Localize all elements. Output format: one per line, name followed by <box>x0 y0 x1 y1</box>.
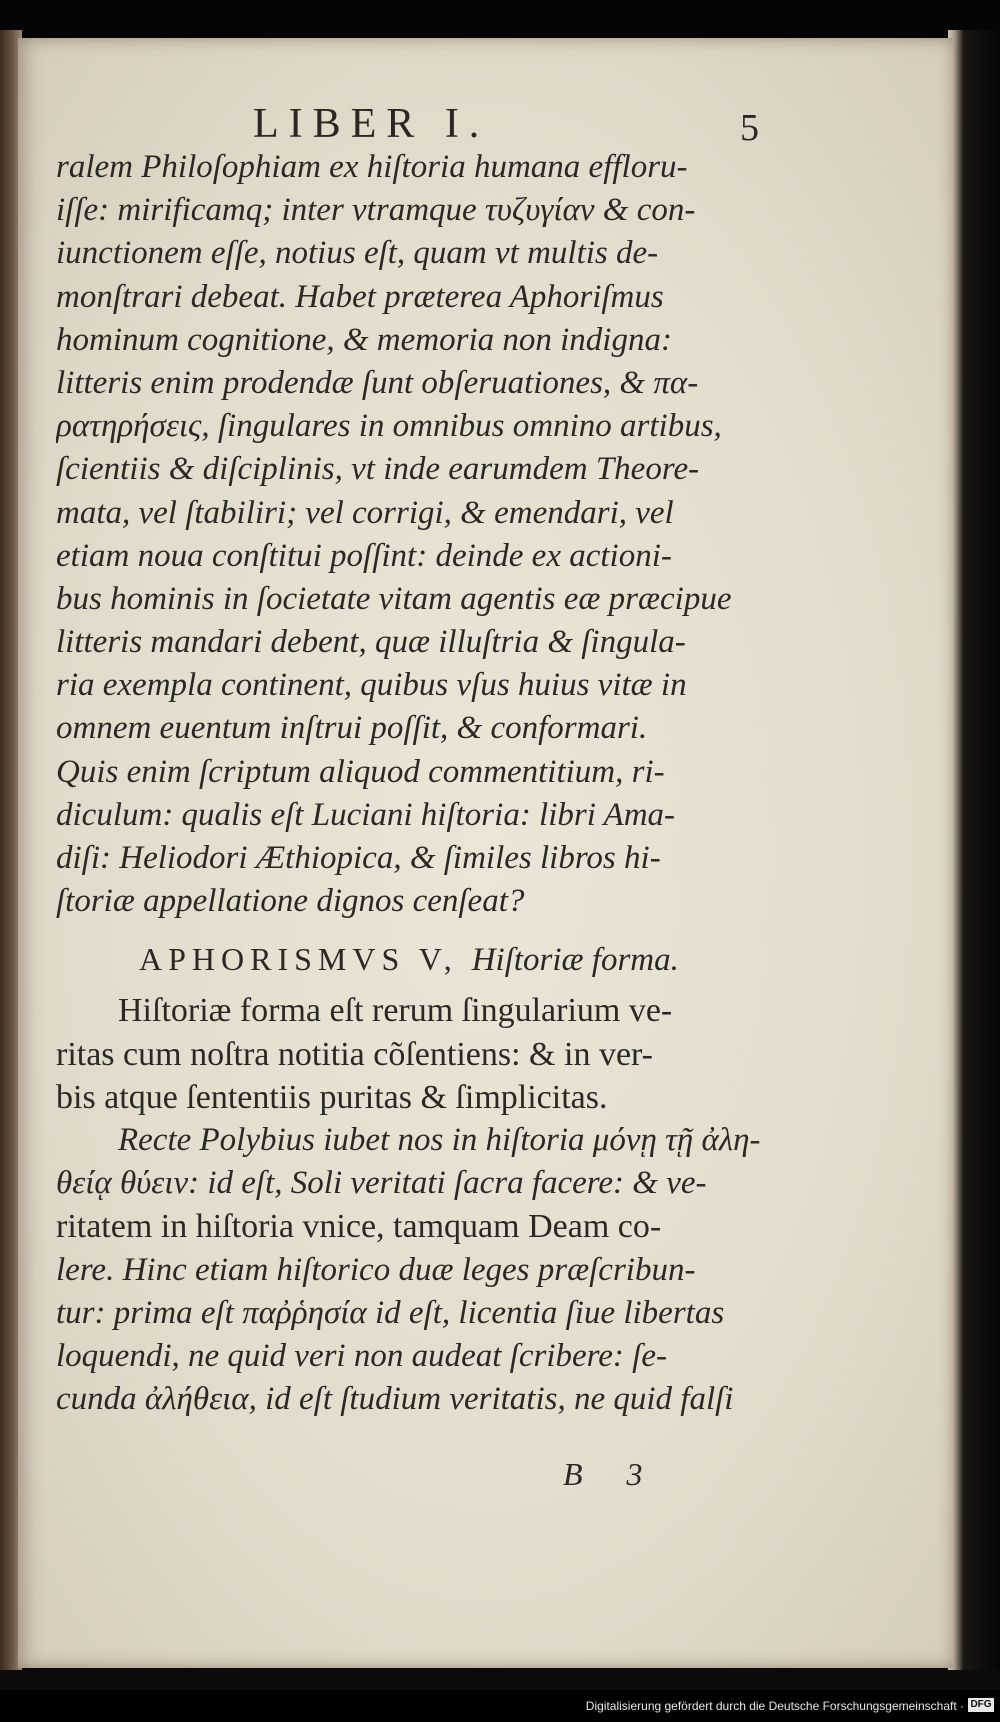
text-line: ritas cum noſtra notitia cõſentiens: & in ver- <box>56 1035 653 1073</box>
text-line: ρατηρήσεις, ſingulares in omnibus omnino artibus, <box>56 408 722 445</box>
book-page <box>18 38 953 1668</box>
text-line: ralem Philoſophiam ex hiſtoria humana effloru- <box>56 149 688 185</box>
text-line: iſſe: mirificamq; inter vtramque τυζυγίαν & con- <box>56 192 696 229</box>
paragraph-definition <box>56 989 776 1119</box>
text-line: etiam noua conſtitui poſſint: deinde ex actioni- <box>56 537 672 574</box>
text-line: θείᾳ θύειν: id eſt, Soli veritati ſacra facere: & ve- <box>56 1165 707 1202</box>
text-line: litteris enim prodendæ ſunt obſeruationes, & πα- <box>56 364 699 401</box>
text-line: iunctionem eſſe, notius eſt, quam vt multis de- <box>56 235 659 272</box>
text-line: diculum: qualis eſt Luciani hiſtoria: libri Ama- <box>56 796 676 833</box>
text-line: ria exempla continent, quibus vſus huius vitæ in <box>56 667 687 704</box>
text-line: monſtrari debeat. Habet præterea Aphoriſmus <box>56 278 664 315</box>
text-line: diſi: Heliodori Æthiopica, & ſimiles libros hi- <box>56 840 661 876</box>
text-line: ſtoriæ appellatione dignos cenſeat? <box>56 883 525 920</box>
text-line: ſcientiis & diſciplinis, vt inde earumdem Theore- <box>56 451 700 488</box>
book-edge-right <box>948 30 1000 1670</box>
page-number: 5 <box>740 107 759 149</box>
text-line: lere. Hinc etiam hiſtorico duæ leges præſcribun- <box>56 1251 696 1288</box>
digitization-credit: Digitalisierung gefördert durch die Deutsche Forschungsgemeinschaft · <box>585 1699 964 1713</box>
text-line: Quis enim ſcriptum aliquod commentitium, ri- <box>56 753 665 790</box>
text-line: hominum cognitione, & memoria non indigna: <box>56 321 672 358</box>
text-line: cunda ἀλήθεια, id eſt ſtudium veritatis, ne quid falſi <box>56 1381 734 1418</box>
text-line: mata, vel ſtabiliri; vel corrigi, & emendari, vel <box>56 494 674 531</box>
heading-caps: APHORISMVS V, <box>139 941 458 978</box>
text-line: litteris mandari debent, quæ illuſtria & ſingula- <box>56 624 686 661</box>
book-edge-top <box>0 0 1000 42</box>
paragraph-commentary <box>56 1119 776 1421</box>
text-line: tur: prima eſt παῤῥησία id eſt, licentia ſiue libertas <box>56 1294 725 1331</box>
text-line: loquendi, ne quid veri non audeat ſcribere: ſe- <box>56 1337 667 1374</box>
heading-italic: Hiſtoriæ forma. <box>471 942 679 979</box>
text-block <box>56 146 776 1421</box>
section-heading <box>56 933 776 985</box>
paragraph-continuation <box>56 146 776 923</box>
text-line: ritatem in hiſtoria vnice, tamquam Deam co- <box>56 1208 662 1246</box>
text-line: bus hominis in ſocietate vitam agentis eæ præcipue <box>56 580 732 617</box>
text-line: omnem euentum inſtrui poſſit, & conformari. <box>56 710 648 747</box>
running-head: LIBER I. <box>253 101 490 147</box>
text-line: Recte Polybius iubet nos in hiſtoria μόνῃ τῇ ἀλη- <box>118 1121 761 1158</box>
signature-mark: B 3 <box>563 1456 661 1492</box>
text-line: bis atque ſententiis puritas & ſimplicitas. <box>56 1078 608 1116</box>
dfg-logo: DFG <box>968 1698 994 1712</box>
text-line: Hiſtoriæ forma eſt rerum ſingularium ve- <box>118 992 673 1030</box>
